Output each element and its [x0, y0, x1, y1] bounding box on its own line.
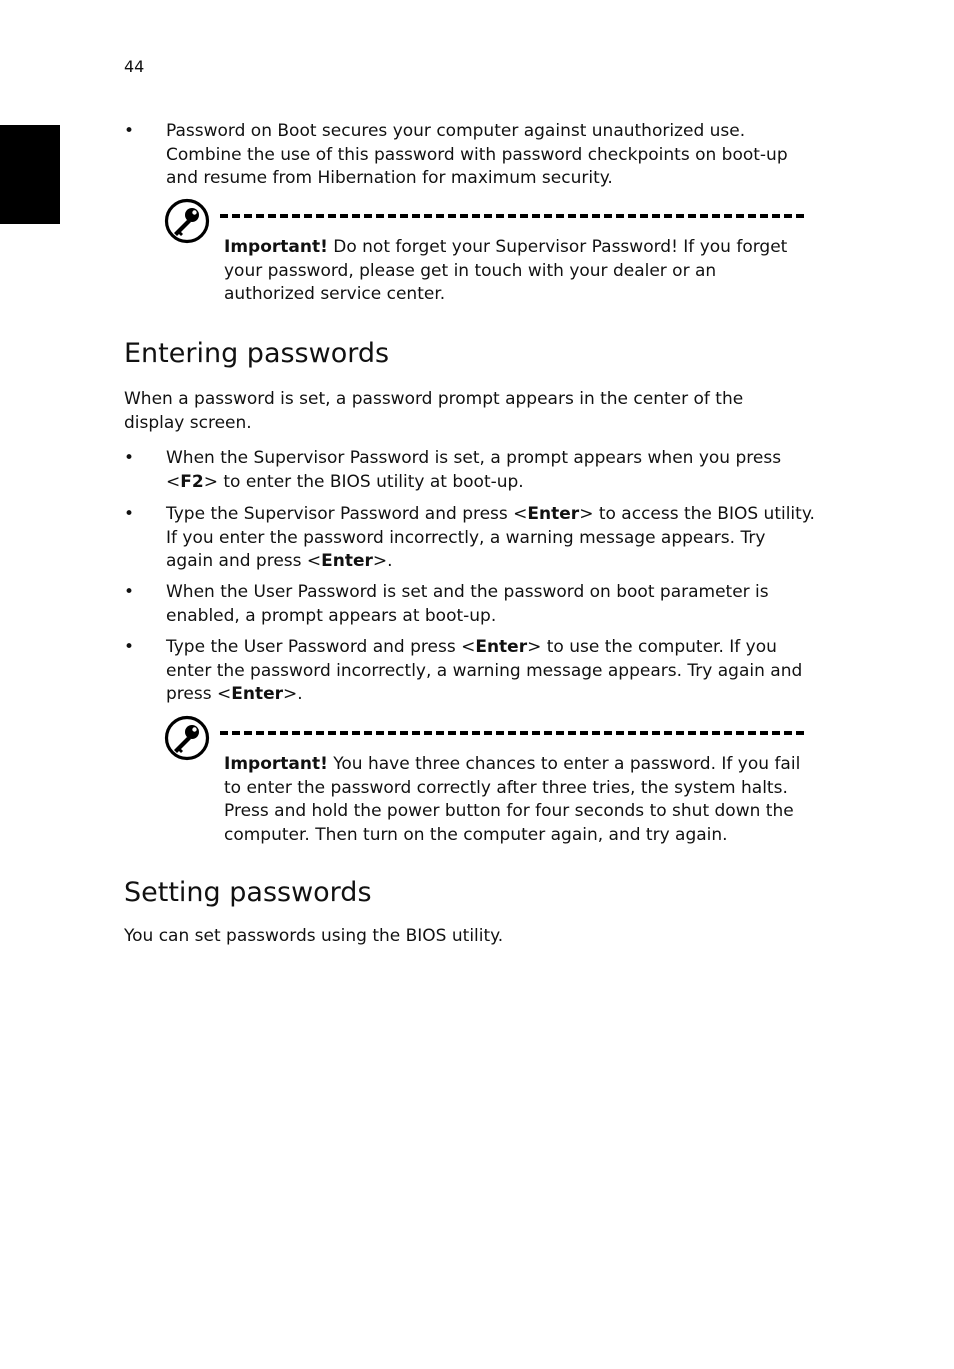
note-label: Important! [224, 754, 328, 774]
bullet-icon: • [124, 121, 135, 141]
divider [220, 731, 804, 735]
note-text [224, 236, 804, 307]
section-heading: Entering passwords [124, 338, 390, 369]
note-label: Important! [224, 237, 328, 257]
note-body: You have three chances to enter a password. If you fail to enter the password correctly after three tries, the system halts. Press and hold the power button for four seconds to shut down the computer. Then turn on the computer again, and try again. [224, 754, 801, 845]
list-item-text: When the Supervisor Password is set, a prompt appears when you press <F2> to enter the BIOS utility at boot-up. [166, 448, 782, 492]
bullet-icon: • [124, 582, 135, 602]
key-label: Enter [527, 504, 580, 524]
list-item-text: Type the Supervisor Password and press <Enter> to access the BIOS utility. If you enter the password incorrectly, a warning message appears. Try again and press <Enter>. [166, 504, 815, 571]
bullet-icon: • [124, 448, 135, 468]
key-icon [164, 198, 210, 244]
key-icon [164, 715, 210, 761]
list-item-text: When the User Password is set and the password on boot parameter is enabled, a prompt appears at boot-up. [166, 582, 769, 626]
section-heading: Setting passwords [124, 877, 372, 908]
language-tab [0, 125, 60, 337]
paragraph: You can set passwords using the BIOS utility. [124, 926, 504, 946]
note-body: Do not forget your Supervisor Password! If you forget your password, please get in touch with your dealer or an authorized service center. [224, 237, 788, 304]
key-label: F2 [180, 471, 204, 492]
divider [220, 214, 804, 218]
key-label: Enter [231, 684, 283, 704]
language-tab-label: English [15, 264, 39, 337]
list-item-text: Password on Boot secures your computer against unauthorized use. Combine the use of this password with password checkpoints on boot-up and resume from Hibernation for maximum security. [166, 121, 788, 188]
key-label: Enter [321, 551, 373, 571]
paragraph: When a password is set, a password prompt appears in the center of the display screen. [124, 389, 744, 433]
page-number: 44 [124, 57, 145, 76]
bullet-icon: • [124, 637, 135, 657]
note-text [224, 753, 804, 847]
list-item-text: Type the User Password and press <Enter> to use the computer. If you enter the password incorrectly, a warning message appears. Try again and press <Enter>. [166, 637, 803, 704]
bullet-icon: • [124, 504, 135, 524]
key-label: Enter [475, 637, 528, 657]
